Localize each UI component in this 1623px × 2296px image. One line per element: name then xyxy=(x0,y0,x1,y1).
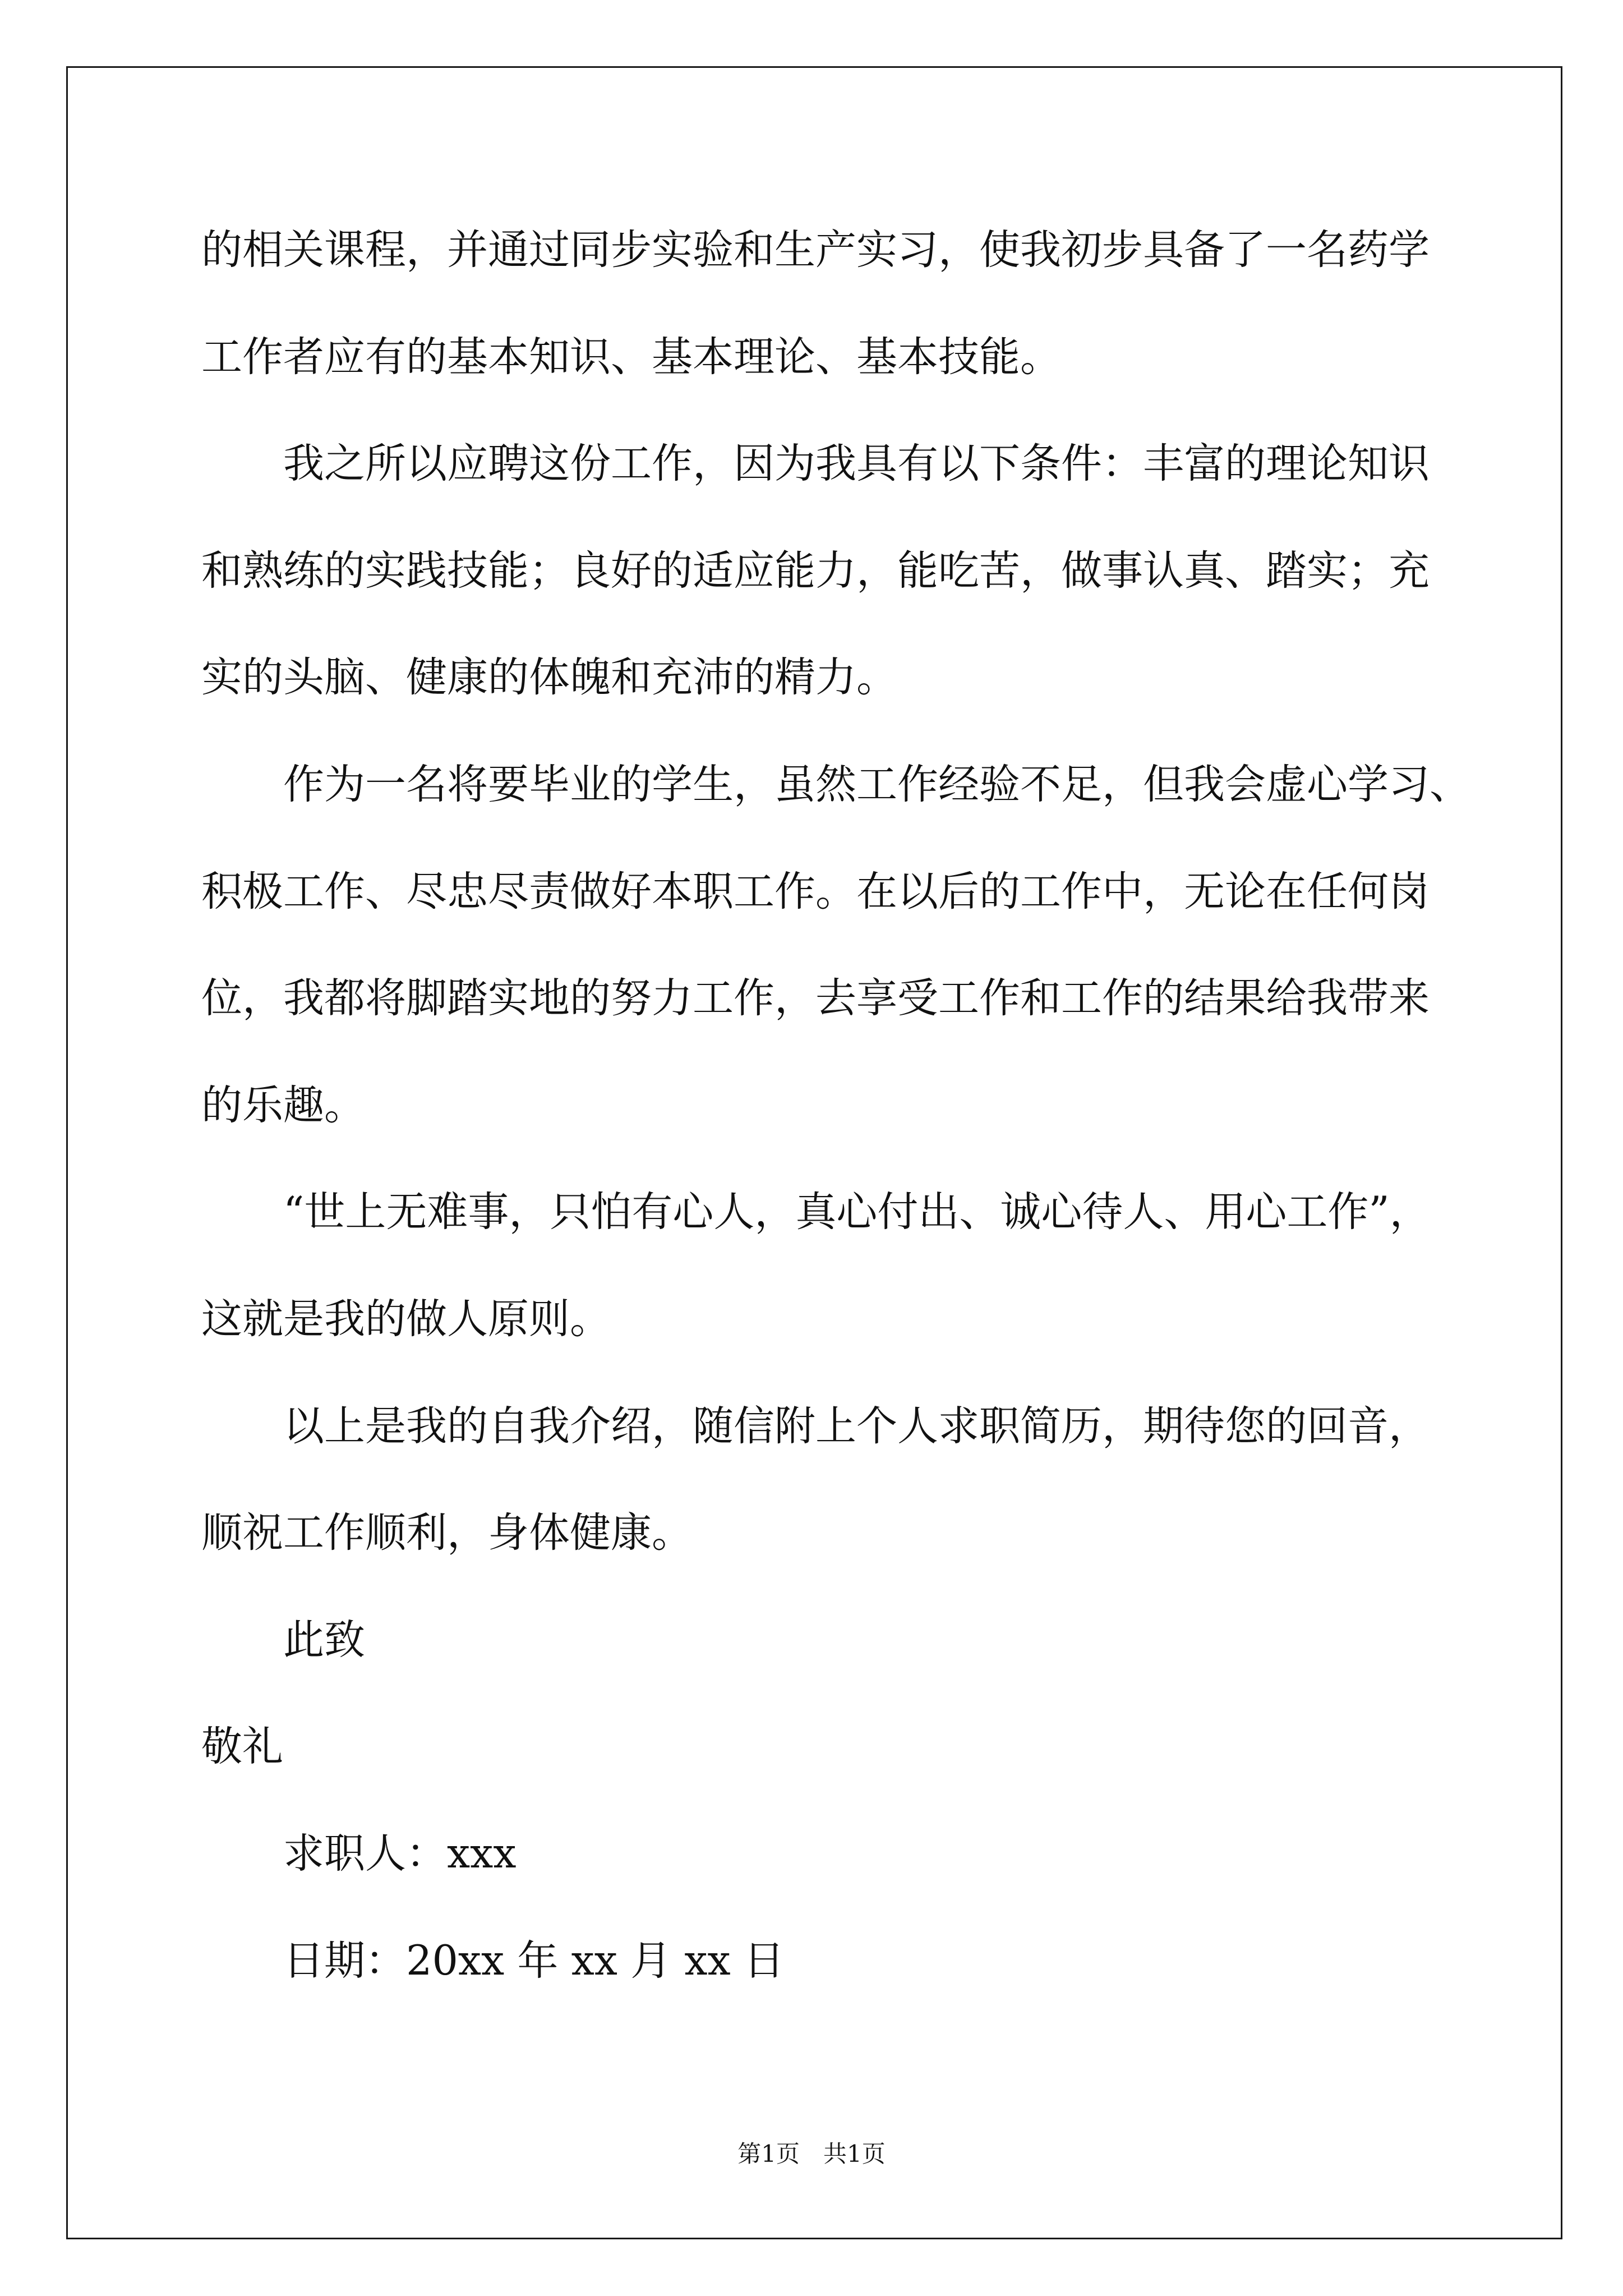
letter-date: 日期：20xx 年 xx 月 xx 日 xyxy=(283,1936,785,1985)
page-footer: 第1页 共1页 xyxy=(737,2140,886,2168)
letter-line: 的乐趣。 xyxy=(201,1081,365,1129)
letter-line: 顺祝工作顺利，身体健康。 xyxy=(201,1509,693,1557)
letter-applicant: 求职人：xxx xyxy=(283,1829,517,1878)
letter-line: 作为一名将要毕业的学生，虽然工作经验不足，但我会虚心学习、 xyxy=(283,760,1470,808)
letter-line: “世上无难事，只怕有心人，真心付出、诚心待人、用心工作”， xyxy=(283,1188,1431,1236)
letter-line: 的相关课程，并通过同步实验和生产实习，使我初步具备了一名药学 xyxy=(201,226,1430,274)
letter-line: 以上是我的自我介绍，随信附上个人求职简历，期待您的回音， xyxy=(283,1402,1430,1450)
letter-line: 积极工作、尽忠尽责做好本职工作。在以后的工作中，无论在任何岗 xyxy=(201,867,1430,915)
letter-line: 这就是我的做人原则。 xyxy=(201,1295,611,1343)
letter-line: 位，我都将脚踏实地的努力工作，去享受工作和工作的结果给我带来 xyxy=(201,974,1430,1023)
letter-line: 和熟练的实践技能；良好的适应能力，能吃苦，做事认真、踏实；充 xyxy=(201,546,1430,595)
letter-line: 工作者应有的基本知识、基本理论、基本技能。 xyxy=(201,333,1061,381)
letter-line: 实的头脑、健康的体魄和充沛的精力。 xyxy=(201,654,897,702)
letter-closing: 此致 xyxy=(283,1616,365,1664)
letter-salutation: 敬礼 xyxy=(201,1723,283,1771)
letter-body xyxy=(201,197,1536,2014)
letter-line: 我之所以应聘这份工作，因为我具有以下条件：丰富的理论知识 xyxy=(283,440,1430,488)
